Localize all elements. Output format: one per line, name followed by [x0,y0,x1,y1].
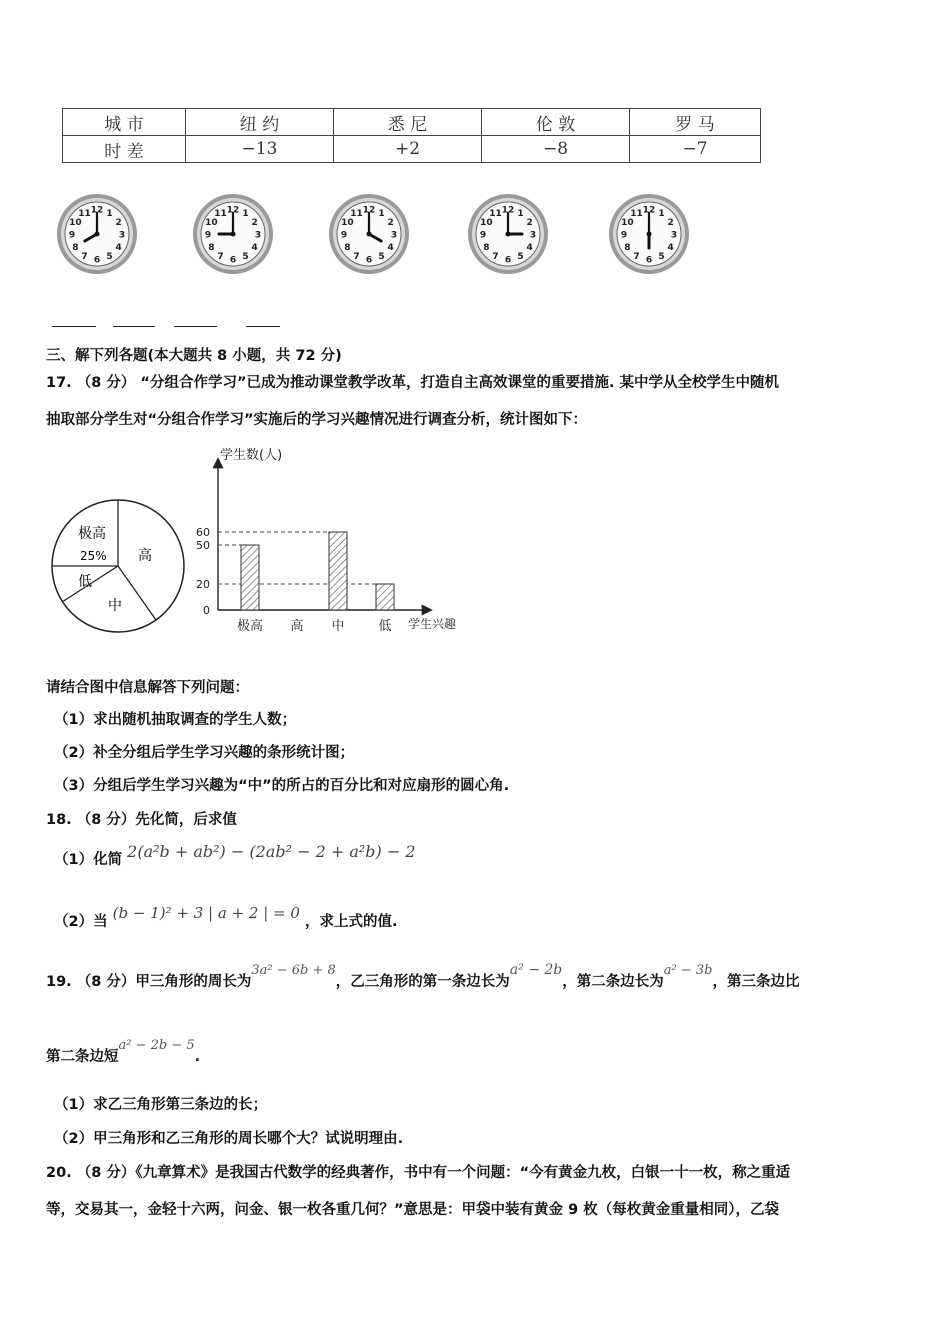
pie-label-high: 高 [138,548,152,564]
pie-label-percent: 25% [80,549,107,563]
clock-number: 10 [205,218,218,228]
clock-number: 1 [517,208,524,219]
answer-blank [246,326,280,327]
q18-expression-1: 2(a²b + ab²) − (2ab² − 2 + a²b) − 2 [127,842,416,861]
clock-number: 3 [670,230,678,241]
q19-part-2: （2）甲三角形和乙三角形的周长哪个大？试说明理由. [54,1131,404,1147]
clock-number: 10 [341,218,354,228]
clock-number: 12 [90,205,104,216]
x-tick-label: 中 [331,619,345,634]
clock-number: 2 [115,218,122,228]
q17-prompt: 请结合图中信息解答下列问题： [46,680,249,696]
bar [241,545,259,610]
clock-number: 8 [344,243,351,253]
pie-chart [48,498,190,638]
clock-number: 4 [115,243,122,253]
table-cell: 罗 马 [630,109,761,136]
clock-number: 9 [479,230,487,241]
table-cell: −7 [630,136,761,163]
clock-new-york [55,192,139,276]
clock-number: 3 [254,230,262,241]
q19-expression-side-1: a² − 2b [509,962,563,978]
q18-part-2-tail: ，求上式的值. [304,914,398,930]
clock-number: 7 [217,252,224,263]
clock-number: 2 [251,218,258,228]
q19-text-a: 19. （8 分）甲三角形的周长为 [46,974,252,990]
table-cell: 纽 约 [186,109,334,136]
clock-london [327,192,411,276]
q17-text: 17. （8 分） “分组合作学习”已成为推动课堂教学改革，打造自主高效课堂的重要措施. 某中学从全校学生中随机 [46,375,780,391]
q19-text-d: ，第三条边比 [712,974,800,990]
clock-number: 12 [226,205,240,216]
clock-number: 9 [620,230,628,241]
table-header-row [63,109,761,136]
clock-number: 6 [365,255,373,266]
q18-part-2 [54,904,398,931]
q19-text-c: ，第二条边长为 [562,974,664,990]
q20-text: 20. （8 分）《九章算术》是我国古代数学的经典著作，书中有一个问题：“今有黄金九枚，白银一十一枚，称之重适 [46,1165,791,1181]
clock-number: 6 [504,255,512,266]
q17-part-3: （3）分组后学生学习兴趣为“中”的所占的百分比和对应扇形的圆心角. [54,778,510,794]
clock-number: 10 [480,218,493,228]
answer-blank [52,326,96,327]
pie-label-medium: 中 [108,598,122,614]
answer-blank [174,326,217,327]
clock-number: 8 [208,243,215,253]
y-tick-label: 60 [196,526,210,539]
clock-number: 9 [204,230,212,241]
y-tick-label: 0 [203,604,210,617]
y-axis-label: 学生数(人) [220,448,283,463]
x-tick-label: 极高 [236,619,264,634]
q18-expression-2: (b − 1)² + 3 | a + 2 | = 0 [112,904,300,922]
pie-label-very-high: 极高 [78,526,106,542]
clock-beijing [607,192,691,276]
q19-expression-difference: a² − 2b − 5 [118,1038,195,1053]
x-tick-label: 高 [290,619,304,634]
q19-expression-side-2: a² − 3b [663,963,713,978]
q19-text-f: . [194,1049,201,1065]
clock-number: 6 [229,255,237,266]
clock-number: 2 [667,218,674,228]
q19-expression-perimeter: 3a² − 6b + 8 [251,963,336,978]
table-cell: 悉 尼 [334,109,482,136]
table-row [63,136,761,163]
x-tick-label: 低 [378,619,392,634]
clock-number: 1 [658,208,665,219]
bar [376,584,394,610]
clock-number: 12 [642,205,656,216]
q18-part-1 [54,842,416,869]
clock-number: 9 [68,230,76,241]
clock-number: 7 [492,252,499,263]
clock-number: 4 [251,243,258,253]
bar-chart [196,440,476,640]
table-cell: 时 差 [63,136,186,163]
table-cell: 伦 敦 [482,109,630,136]
table-cell: +2 [334,136,482,163]
clock-number: 3 [390,230,398,241]
clock-number: 10 [69,218,82,228]
clock-number: 6 [93,255,101,266]
clock-number: 11 [489,208,502,219]
q19-text-continued [46,1038,201,1066]
clock-number: 1 [242,208,249,219]
clock-number: 11 [214,208,227,219]
y-tick-label: 20 [196,578,210,591]
answer-blank [113,326,155,327]
clock-number: 8 [483,243,490,253]
clock-number: 2 [387,218,394,228]
pie-label-low: 低 [78,574,92,590]
clock-number: 7 [353,252,360,263]
clock-number: 7 [81,252,88,263]
clock-number: 11 [350,208,363,219]
q17-part-2: （2）补全分组后学生学习兴趣的条形统计图； [54,745,355,761]
clock-number: 8 [72,243,79,253]
clock-number: 12 [501,205,515,216]
q19-text-b: ，乙三角形的第一条边长为 [335,974,510,990]
q17-part-1: （1）求出随机抽取调查的学生人数； [54,712,297,728]
clock-number: 3 [118,230,126,241]
table-cell: 城 市 [63,109,186,136]
clock-number: 11 [630,208,643,219]
clock-sydney [191,192,275,276]
q18-part-1-label: （1）化简 [54,852,123,868]
time-difference-table [62,108,761,163]
section-heading: 三、解下列各题(本大题共 8 小题，共 72 分) [46,348,342,364]
clock-number: 10 [621,218,634,228]
x-axis-label: 学生兴趣 [408,617,457,631]
q19-text [46,962,800,991]
clock-number: 8 [624,243,631,253]
table-cell: −13 [186,136,334,163]
clock-number: 4 [526,243,533,253]
q19-part-1: （1）求乙三角形第三条边的长； [54,1097,268,1113]
clock-rome [466,192,550,276]
clock-number: 5 [242,252,249,263]
clock-number: 12 [362,205,376,216]
clock-number: 5 [517,252,524,263]
clock-number: 7 [633,252,640,263]
clock-number: 5 [378,252,385,263]
clock-number: 9 [340,230,348,241]
clock-number: 4 [667,243,674,253]
clock-number: 6 [645,255,653,266]
clock-number: 1 [106,208,113,219]
y-tick-label: 50 [196,539,210,552]
bar [329,532,347,610]
q19-text-e: 第二条边短 [46,1049,119,1065]
q18-heading: 18. （8 分）先化简，后求值 [46,812,237,828]
clock-number: 5 [106,252,113,263]
clock-number: 1 [378,208,385,219]
table-cell: −8 [482,136,630,163]
clock-number: 3 [529,230,537,241]
q20-text: 等，交易其一，金轻十六两，问金、银一枚各重几何？”意思是：甲袋中装有黄金 9 枚（每枚黄金重量相同），乙袋 [46,1202,779,1218]
clock-number: 2 [526,218,533,228]
clock-number: 5 [658,252,665,263]
q18-part-2-label: （2）当 [54,914,108,930]
clock-number: 4 [387,243,394,253]
clock-number: 11 [78,208,91,219]
q17-text: 抽取部分学生对“分组合作学习”实施后的学习兴趣情况进行调查分析，统计图如下： [46,412,588,428]
